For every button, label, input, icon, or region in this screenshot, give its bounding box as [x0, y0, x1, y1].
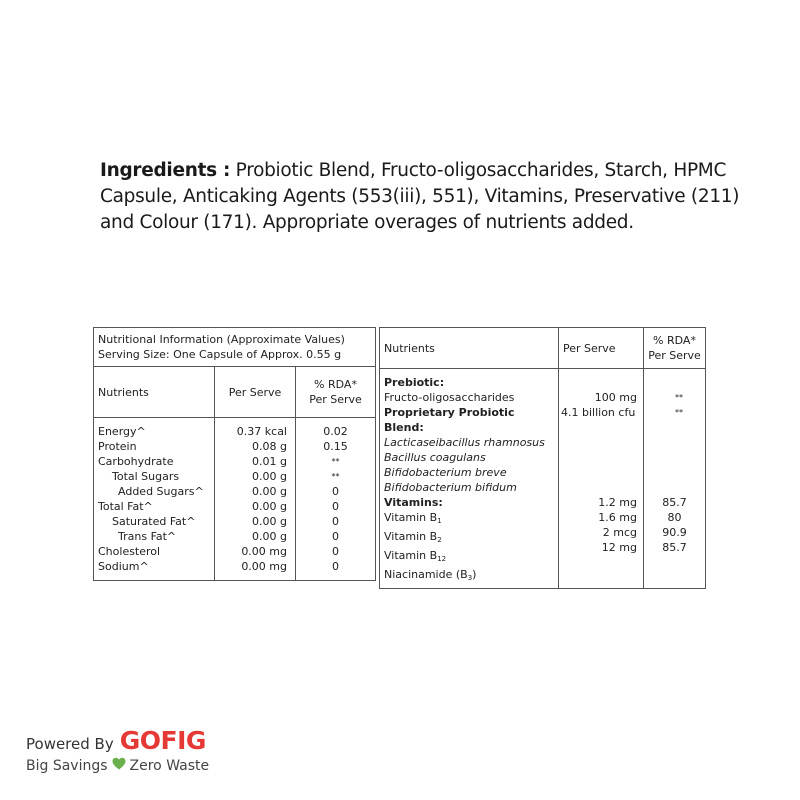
row-name: Total Fat^ — [98, 500, 153, 513]
row-value: 0.00 g — [252, 515, 287, 528]
fos-value: 100 mg — [594, 391, 637, 404]
vitamin-value: 1.2 mg — [598, 496, 637, 509]
row-name: Total Sugars — [112, 470, 180, 483]
vitamins-label: Vitamins: — [384, 496, 443, 509]
vitamin-rda: 90.9 — [662, 526, 687, 539]
vitamin-subscript: 12 — [437, 555, 447, 563]
powered-by-line — [26, 728, 209, 753]
row-name: Energy^ — [98, 425, 146, 438]
header-nutrients: Nutrients — [380, 328, 559, 369]
row-name: Cholesterol — [98, 545, 161, 558]
row-rda: 0 — [332, 485, 339, 498]
nutrition-table-header — [94, 367, 376, 418]
niacin-name-text: Niacinamide (B — [384, 568, 468, 581]
header-rda-line1: % RDA* — [653, 334, 696, 347]
row-rda: 0 — [332, 515, 339, 528]
nutrition-table-title — [94, 328, 376, 367]
row-value: 0.00 mg — [241, 545, 287, 558]
row-value: 0.01 g — [252, 455, 287, 468]
tagline — [26, 757, 209, 774]
ingredients-paragraph — [100, 158, 740, 236]
niacin-value: 12 mg — [601, 541, 637, 554]
probiotic-table-header — [380, 328, 706, 369]
header-rda — [296, 367, 376, 418]
fos-name: Fructo-oligosaccharides — [384, 391, 515, 404]
row-name: Sodium^ — [98, 560, 149, 573]
row-name: Protein — [98, 440, 137, 453]
green-heart-icon — [112, 757, 126, 774]
row-name: Saturated Fat^ — [112, 515, 196, 528]
prebiotic-label: Prebiotic: — [384, 376, 445, 389]
header-rda-line2: Per Serve — [309, 393, 362, 406]
row-name: Carbohydrate — [98, 455, 174, 468]
strain-name: Bifidobacterium breve — [384, 466, 507, 479]
row-rda: 0 — [332, 560, 339, 573]
vitamin-rda: 85.7 — [662, 496, 687, 509]
row-value: 0.00 g — [252, 485, 287, 498]
vitamin-name — [384, 529, 554, 548]
vitamin-subscript: 2 — [437, 536, 442, 544]
ingredients-label: Ingredients : — [100, 160, 231, 181]
header-per-serve: Per Serve — [559, 328, 644, 369]
row-rda: 0.15 — [323, 440, 348, 453]
vitamin-name-text: Vitamin B — [384, 511, 438, 524]
niacin-close-paren: ) — [472, 568, 477, 581]
vitamin-name-text: Vitamin B — [384, 530, 438, 543]
probiotic-table — [379, 327, 706, 589]
row-rda: 0 — [332, 530, 339, 543]
tagline-left: Big Savings — [26, 757, 108, 774]
row-rda: 0.02 — [323, 425, 348, 438]
vitamin-subscript: 1 — [437, 517, 442, 525]
vitamin-rda: 80 — [667, 511, 682, 524]
row-rda: 0 — [332, 500, 339, 513]
strain-name: Lacticaseibacillus rhamnosus — [384, 436, 545, 449]
vitamin-value: 2 mcg — [602, 526, 637, 539]
vitamin-name-text: Vitamin B — [384, 549, 438, 562]
header-nutrients: Nutrients — [94, 367, 215, 418]
blend-rda: ** — [675, 408, 683, 417]
header-per-serve: Per Serve — [215, 367, 296, 418]
row-rda: ** — [331, 457, 340, 466]
niacin-name — [384, 567, 554, 586]
tagline-right: Zero Waste — [129, 757, 210, 774]
header-rda-line2: Per Serve — [648, 349, 701, 362]
vitamin-name — [384, 510, 554, 529]
row-rda: 0 — [332, 545, 339, 558]
row-value: 0.00 g — [252, 500, 287, 513]
niacin-subscript: 3 — [467, 574, 473, 582]
ingredients-text: Probiotic Blend, Fructo-oligosaccharides, Starch, HPMC Capsule, Anticaking Agents (553(iii), 551), Vitamins, Preservative (211) and Colour (171). Appropriate overages of nutrients added. — [100, 160, 740, 233]
brand-logo: GOFIG — [119, 726, 206, 755]
niacin-rda: 85.7 — [662, 541, 687, 554]
blend-value: 4.1 billion cfu — [561, 406, 636, 419]
row-rda: ** — [331, 472, 340, 481]
vitamin-value: 1.6 mg — [598, 511, 637, 524]
row-value: 0.00 g — [252, 470, 287, 483]
footer-branding — [26, 728, 209, 774]
row-name: Added Sugars^ — [118, 485, 204, 498]
strain-name: Bacillus coagulans — [384, 451, 486, 464]
title-line-2: Serving Size: One Capsule of Approx. 0.55 g — [98, 348, 342, 361]
row-value: 0.00 g — [252, 530, 287, 543]
nutrition-table — [93, 327, 376, 581]
powered-by-text: Powered By — [26, 735, 114, 753]
fos-rda: ** — [675, 393, 683, 402]
header-rda — [644, 328, 706, 369]
vitamin-name — [384, 548, 554, 567]
row-name: Trans Fat^ — [118, 530, 177, 543]
header-rda-line1: % RDA* — [314, 378, 357, 391]
nutrition-table-body — [94, 418, 376, 581]
title-line-1: Nutritional Information (Approximate Values) — [98, 333, 345, 346]
row-value: 0.08 g — [252, 440, 287, 453]
strain-name: Bifidobacterium bifidum — [384, 481, 517, 494]
probiotic-table-body — [380, 369, 706, 589]
blend-name: Proprietary Probiotic Blend: — [384, 406, 515, 434]
row-value: 0.37 kcal — [236, 425, 287, 438]
row-value: 0.00 mg — [241, 560, 287, 573]
